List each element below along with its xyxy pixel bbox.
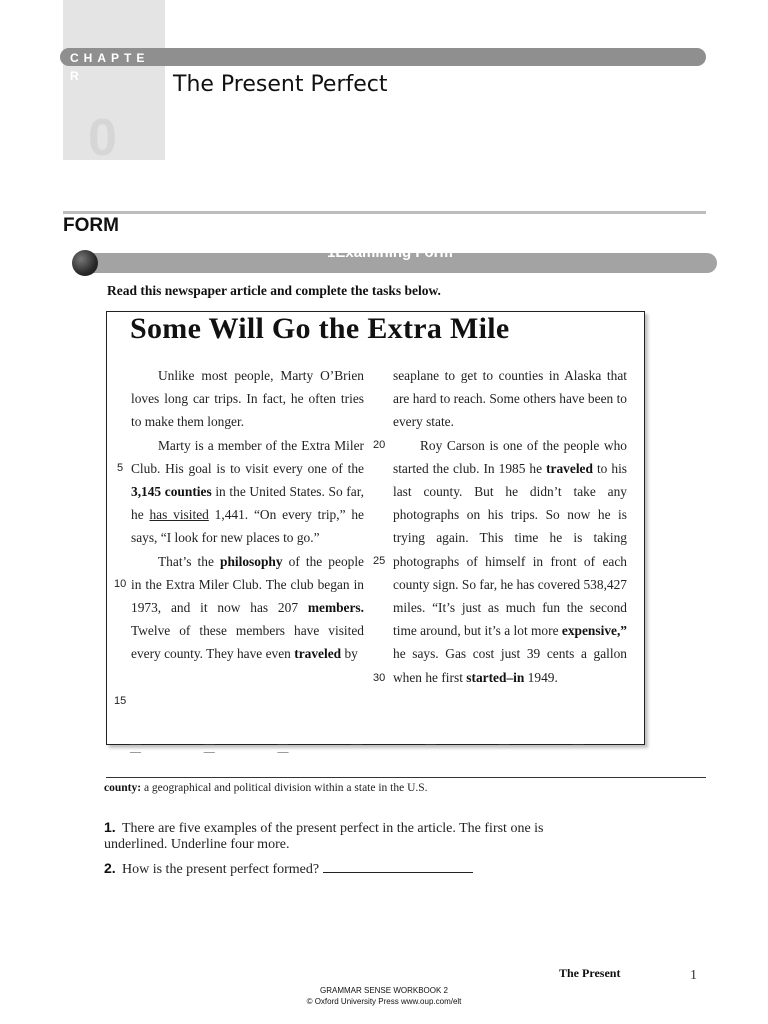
bold-term: traveled <box>294 646 342 662</box>
page-number: 1 <box>690 968 697 983</box>
article-paragraph <box>393 364 627 434</box>
bold-term: philosophy <box>220 553 283 569</box>
task-item <box>104 819 574 853</box>
article-paragraph <box>393 434 627 689</box>
line-number: 10 <box>114 578 127 590</box>
glossary-note <box>104 782 428 794</box>
footer-copyright: © Oxford University Press www.oup.com/elt <box>306 997 462 1006</box>
line-number: 15 <box>114 695 127 707</box>
article-left-column <box>131 364 364 666</box>
article-text: Unlike most people, Marty O’Brien loves long car trips. In fact, he often tries to make them longer. <box>131 368 364 430</box>
article-paragraph <box>131 434 364 550</box>
article-text: 1,441. “On every trip,” he says, “I look for new places to go.” <box>131 507 364 546</box>
article-text: Twelve of these members have visited every county. They have even <box>131 623 364 662</box>
bold-term: members. <box>307 600 364 616</box>
article-headline: Some Will Go the Extra Mile <box>130 312 510 345</box>
underlined-example: has visited <box>149 507 209 523</box>
article-text: he says. Gas cost just 39 cents a gallon when he first <box>393 646 627 685</box>
exercise-instructions: Read this newspaper article and complete the tasks below. <box>107 283 441 298</box>
article-text: 1949. <box>527 669 558 685</box>
bold-term: traveled <box>546 460 593 476</box>
footer-credit <box>0 985 768 1007</box>
task-text: How is the present perfect formed? <box>122 862 320 877</box>
chapter-number-watermark: 0 <box>88 109 117 167</box>
chapter-title: The Present Perfect <box>173 72 388 97</box>
article-text: That’s the <box>158 553 214 569</box>
article-paragraph <box>131 364 364 434</box>
task-number: 2. <box>104 860 116 876</box>
line-number: 20 <box>373 439 386 451</box>
bold-term: 3,145 <box>131 484 162 500</box>
task-number: 1. <box>104 819 116 835</box>
article-right-column <box>393 364 627 689</box>
article-text: seaplane to get to counties in Alaska that are hard to reach. Some others have been to every state. <box>393 368 627 430</box>
line-number: 30 <box>373 672 386 684</box>
line-number: 5 <box>117 462 124 474</box>
task-text: There are five examples of the present perfect in the article. The first one is underlined. Underline four more. <box>104 821 544 852</box>
glossary-definition: a geographical and political division within a state in the U.S. <box>143 782 428 794</box>
glossary-divider <box>106 777 706 778</box>
chapter-label: CHAPTER <box>70 51 150 83</box>
article-paragraph <box>131 550 364 666</box>
line-number: 25 <box>373 555 386 567</box>
glossary-term: county: <box>104 782 142 794</box>
article-text: Marty is a member of the Extra Miler Club. His goal is to visit every one of the <box>131 437 364 476</box>
bold-term: started–in <box>466 669 525 685</box>
footer-book-title: GRAMMAR SENSE WORKBOOK 2 <box>319 986 449 995</box>
article-text: in the United States. So far, he <box>131 484 364 523</box>
cut-off-text-row: — — — — — — — — — — <box>130 738 614 758</box>
bold-term: expensive,” <box>561 623 627 639</box>
answer-blank[interactable] <box>323 862 473 873</box>
exercise-title: 1Examining Form <box>327 244 453 261</box>
section-heading: FORM <box>63 215 119 236</box>
section-divider <box>63 211 706 214</box>
bold-term: counties <box>164 484 212 500</box>
article-text: to his last county. But he didn’t take any photographs on his trips. So now he is trying again. This time he is taking photographs of himself in front of each county sign. So far, he has covered 538,427 miles. “It’s just as much fun the second time around, but it’s a lot more <box>393 460 627 639</box>
footer-section-title: The Present <box>559 966 621 980</box>
exercise-bullet-icon <box>72 250 98 276</box>
task-item <box>104 860 574 878</box>
article-text: of the people in the Extra Miler Club. The club began in 1973, and it now has 207 <box>131 553 365 616</box>
article-text: by <box>344 646 358 662</box>
article-text: Roy Carson is one of the people who started the club. In 1985 he <box>393 437 627 476</box>
